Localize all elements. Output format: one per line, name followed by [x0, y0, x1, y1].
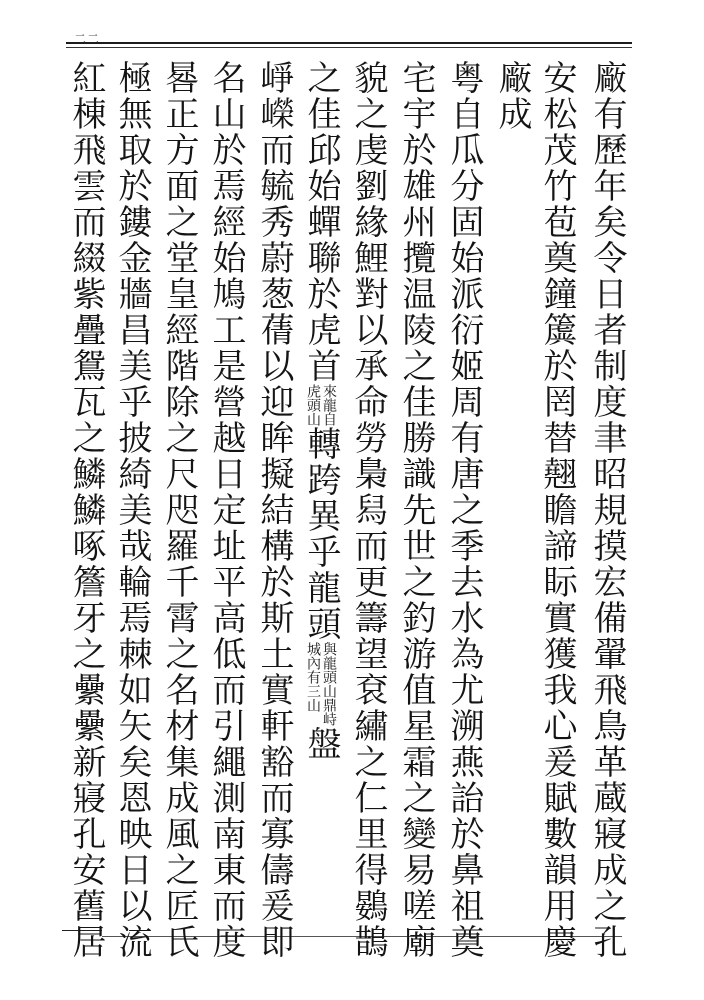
column-text: 粤自瓜分固始派衍姬周有唐之季去水為尤溯燕詒於鼻祖奠	[444, 60, 484, 960]
text-column	[112, 60, 152, 960]
interlinear-note	[301, 642, 341, 726]
text-column	[348, 60, 388, 960]
column-text: 盤	[301, 726, 341, 762]
text-column	[537, 60, 577, 960]
column-text: 廠成	[492, 60, 532, 132]
text-column	[587, 60, 627, 960]
note-text: 與龍頭山鼎峙	[321, 642, 337, 726]
note-text: 虎頭山	[305, 384, 321, 426]
text-column	[206, 60, 246, 960]
note-text: 來龍自	[321, 384, 337, 426]
text-column	[159, 60, 199, 960]
folio-number: 二二	[74, 32, 101, 46]
column-text: 崢嶸而毓秀蔚葱蒨以迎眸擬結構於斯土實軒豁而寡儔爰即	[254, 60, 294, 960]
column-text: 安松茂竹苞奠鐘簴於罔替翹瞻諦眎實獲我心爰賦數韻用慶	[537, 60, 577, 960]
column-text: 轉跨異乎龍頭	[301, 426, 341, 642]
note-text: 城內有三山	[305, 642, 321, 712]
text-column	[254, 60, 294, 960]
column-text: 宅宇於雄州攬温陵之佳勝識先世之釣游值星霜之變易嗟廟	[396, 60, 436, 960]
text-column	[301, 60, 341, 930]
column-text: 晷正方面之堂皇經階除之尺咫羅千霄之名材集成風之匠氏	[159, 60, 199, 960]
text-column	[396, 60, 436, 960]
text-column	[444, 60, 484, 960]
column-text: 紅棟飛雲而綴紫疊鴛瓦之鱗鱗啄簷牙之纍纍新寢孔安舊居	[66, 60, 106, 960]
column-text: 貌之虔劉緣鯉對以承命勞梟舄而更籌望袞繡之仁里得鷃鵲	[348, 60, 388, 960]
text-column	[66, 60, 106, 960]
top-border-rule	[66, 42, 632, 44]
column-text: 之佳邱始蟬聯於虎首	[301, 60, 341, 384]
column-text: 廠有歷年矣令日者制度聿昭規摸宏備翬飛鳥革蔵寢成之孔	[587, 60, 627, 960]
column-text: 極無取於鏤金牆昌美乎披綺美哉輪焉棘如矢矣恩映日以流	[112, 60, 152, 960]
top-border-rule-thin	[66, 47, 632, 48]
column-text: 名山於焉經始鳩工是營越日定址平高低而引繩測南東而度	[206, 60, 246, 960]
text-column	[492, 60, 532, 930]
interlinear-note	[301, 384, 341, 426]
